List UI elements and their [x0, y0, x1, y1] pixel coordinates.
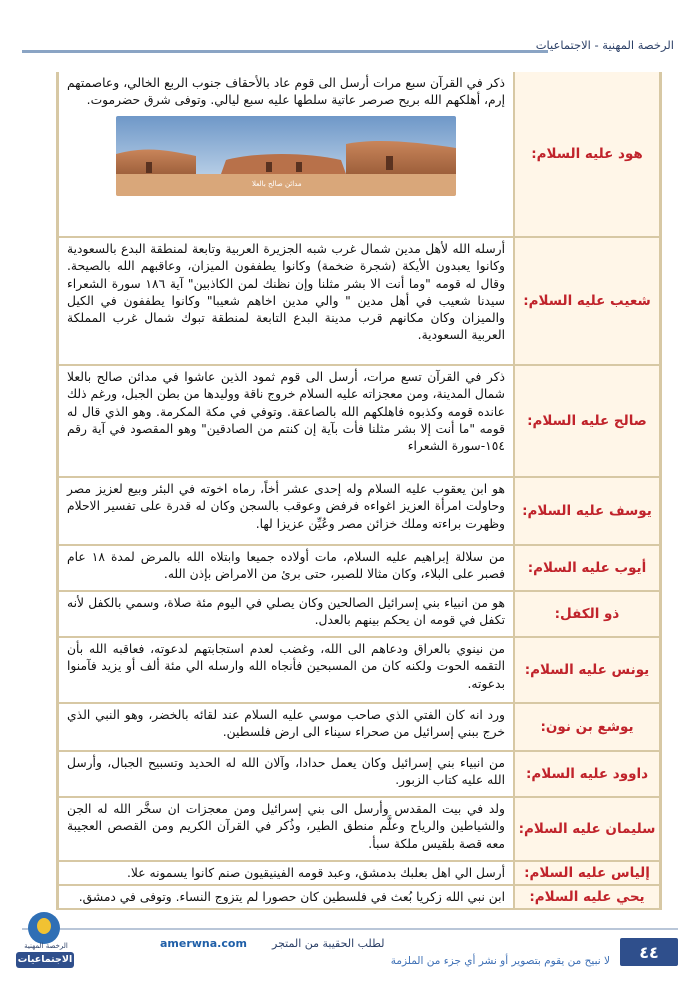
prophet-description-cell — [59, 478, 513, 546]
page-number: ٤٤ — [620, 938, 678, 966]
logo-emblem-icon — [28, 912, 60, 944]
prophet-name-cell — [513, 638, 659, 704]
prophet-description: ولد في بيت المقدس وأرسل الى بني إسرائيل ومن معجزات ان سخَّر الله له الجن والشياطين والرياح وعلَّم منطق الطير، وذُكر في القرآن الكريم ومن القصص العجيبة معه قصة بلقيس ملكة سبأ. — [67, 802, 505, 851]
prophet-name: هود عليه السلام: — [531, 146, 643, 162]
prophet-name: يوشع بن نون: — [540, 719, 634, 735]
website-link[interactable] — [160, 937, 247, 950]
prophet-name-cell — [513, 478, 659, 546]
prophet-name: شعيب عليه السلام: — [523, 293, 651, 309]
prophet-description-cell — [59, 886, 513, 910]
prophet-description-cell — [59, 72, 513, 238]
prophet-name: سليمان عليه السلام: — [518, 821, 656, 837]
prophet-name-cell — [513, 592, 659, 638]
prophet-description: ورد انه كان الفتي الذي صاحب موسي عليه السلام عند لقائه بالخضر، وهو النبي الذي خرج ببني إسرائيل من صحراء سيناء الى ارض فلسطين. — [67, 708, 505, 740]
table-row — [59, 478, 659, 546]
madain-saleh-image — [116, 116, 456, 196]
footer-rule — [22, 928, 678, 930]
table-row — [59, 862, 659, 886]
prophet-description: هو من انبياء بني إسرائيل الصالحين وكان يصلي في اليوم مئة صلاة، وسمي بالكفل لأنه تكفل في قومه ان يحكم بينهم بالعدل. — [67, 596, 505, 628]
prophet-name: ذو الكفل: — [554, 606, 620, 622]
prophet-description-cell — [59, 862, 513, 886]
page-header — [22, 38, 678, 60]
page-header-title: الرخصة المهنية - الاجتماعيات — [535, 38, 674, 52]
prophet-name: داوود عليه السلام: — [525, 766, 649, 782]
prophet-name: يحي عليه السلام: — [529, 889, 645, 905]
website-text[interactable]: amerwna.com — [160, 937, 247, 950]
table-row — [59, 752, 659, 798]
prophet-name: إلياس عليه السلام: — [524, 865, 650, 881]
table-row — [59, 238, 659, 366]
table-row — [59, 546, 659, 592]
prophet-description-cell — [59, 704, 513, 752]
prophet-description: ذكر في القرآن سبع مرات أرسل الى قوم عاد بالأحقاف جنوب الربع الخالي، وعاصمتهم إرم، أهلكهم الله بريح صرصر عاتية سلطها عليه سبع ليالي. وتوفى شرق حضرموت. — [67, 76, 505, 108]
brand-logo — [12, 912, 80, 974]
prophet-name-cell — [513, 238, 659, 366]
prophet-description: ابن نبي الله زكريا بُعث في فلسطين كان حصورا لم يتزوج النساء. وتوفى في دمشق. — [78, 890, 505, 904]
prophet-name-cell — [513, 366, 659, 478]
prophet-name: أيوب عليه السلام: — [527, 560, 647, 576]
prophet-name-cell — [513, 752, 659, 798]
prophet-description: أرسل الي اهل بعلبك بدمشق، وعبد قومه الفينيقيون صنم كانوا يسمونه علا. — [126, 866, 505, 880]
prophet-description: أرسله الله لأهل مدين شمال غرب شبه الجزيرة العربية وتابعة لمنطقة البدع بالسعودية وكانوا يعبدون الأيكة (شجرة ضخمة) وكانوا يطففون الميزان، وعاقبهم الله بالصيحة. وقال له قومه "وما أنت الا بشر مثلنا وإن نظنك لمن الكاذبين" آية ١٨٦ سورة الشعراء سيدنا شعيب في أهل مدين " والي مدين اخاهم شعيبا" وكانوا يطففون في الكيل والميزان وكان مكانهم قرب مدينة البدع التابعة لمنطقة تبوك شمال غرب المملكة العربية السعودية. — [67, 242, 506, 343]
copyright-warning: لا نبيح من يقوم بتصوير أو نشر أي جزء من الملزمة — [390, 955, 610, 967]
prophet-name-cell — [513, 886, 659, 910]
prophet-description-cell — [59, 238, 513, 366]
table-row — [59, 592, 659, 638]
prophet-name-cell — [513, 704, 659, 752]
prophet-description-cell — [59, 546, 513, 592]
header-rule — [22, 50, 548, 53]
prophet-name: يونس عليه السلام: — [524, 662, 650, 678]
logo-subtitle: الرخصة المهنية — [24, 942, 68, 950]
prophet-description: من انبياء بني إسرائيل وكان يعمل حدادا، وآلان الله له الحديد وتسبيح الجبال، وأرسل الله عليه كتاب الزبور. — [67, 756, 505, 788]
table-row — [59, 704, 659, 752]
prophets-table — [56, 72, 662, 910]
prophet-name: صالح عليه السلام: — [527, 413, 647, 429]
store-text: لطلب الحقيبة من المتجر — [272, 937, 385, 950]
prophet-description: ذكر في القرآن تسع مرات، أرسل الى قوم ثمود الذين عاشوا في مدائن صالح بالعلا شمال المدينة، ومن معجزاته عليه السلام خروج ناقة ووليدها من بطن الجبل، ورغم ذلك عانده قومه وكذبوه فاهلكهم الله بالصاعقة. وتوفي في مكة المكرمة. وهو الذي قال له قومه "ما أنت إلا بشر مثلنا فأت بآية إن كنتم من الصادقين" وهو المقصود في آية رقم ١٥٤-سورة الشعراء — [67, 370, 505, 454]
prophet-description-cell — [59, 592, 513, 638]
table-row — [59, 886, 659, 910]
prophet-description: هو ابن يعقوب عليه السلام وله إحدى عشر أخاً، رماه اخوته في البئر وبيع لعزيز مصر وحاولت امرأة العزيز اغواءه فرفض وعوقب بالسجن وكان له قدرة على تفسير الاحلام وظهرت براءته وملك خزائن مصر وعُيِّن عزيزا لها. — [67, 482, 505, 531]
prophet-description-cell — [59, 366, 513, 478]
prophet-name-cell — [513, 798, 659, 862]
prophet-name-cell — [513, 862, 659, 886]
image-caption: مدائن صالح بالعلا — [252, 180, 302, 189]
prophet-name: يوسف عليه السلام: — [522, 503, 652, 519]
table-row — [59, 638, 659, 704]
prophet-description-cell — [59, 638, 513, 704]
prophet-description: من سلالة إبراهيم عليه السلام، مات أولاده جميعا وابتلاه الله بالمرض لمدة ١٨ عام فصبر على البلاء، وكان مثالا للصبر، حتى برئ من الامراض بإذن الله. — [67, 550, 506, 582]
table-row — [59, 366, 659, 478]
prophet-name-cell — [513, 546, 659, 592]
prophet-description: من نينوي بالعراق ودعاهم الى الله، وغضب لعدم استجابتهم لدعوته، فعاقبه الله بأن التقمه الحوت ولكنه كان من المسبحين فأنجاه الله وارسله الي مئة ألف أو يزيد فآمنوا بدعوته. — [67, 642, 505, 691]
logo-name: الاجتماعيات — [16, 952, 74, 968]
table-row — [59, 72, 659, 238]
prophet-name-cell — [513, 72, 659, 238]
prophet-description-cell — [59, 752, 513, 798]
prophet-description-cell — [59, 798, 513, 862]
table-row — [59, 798, 659, 862]
